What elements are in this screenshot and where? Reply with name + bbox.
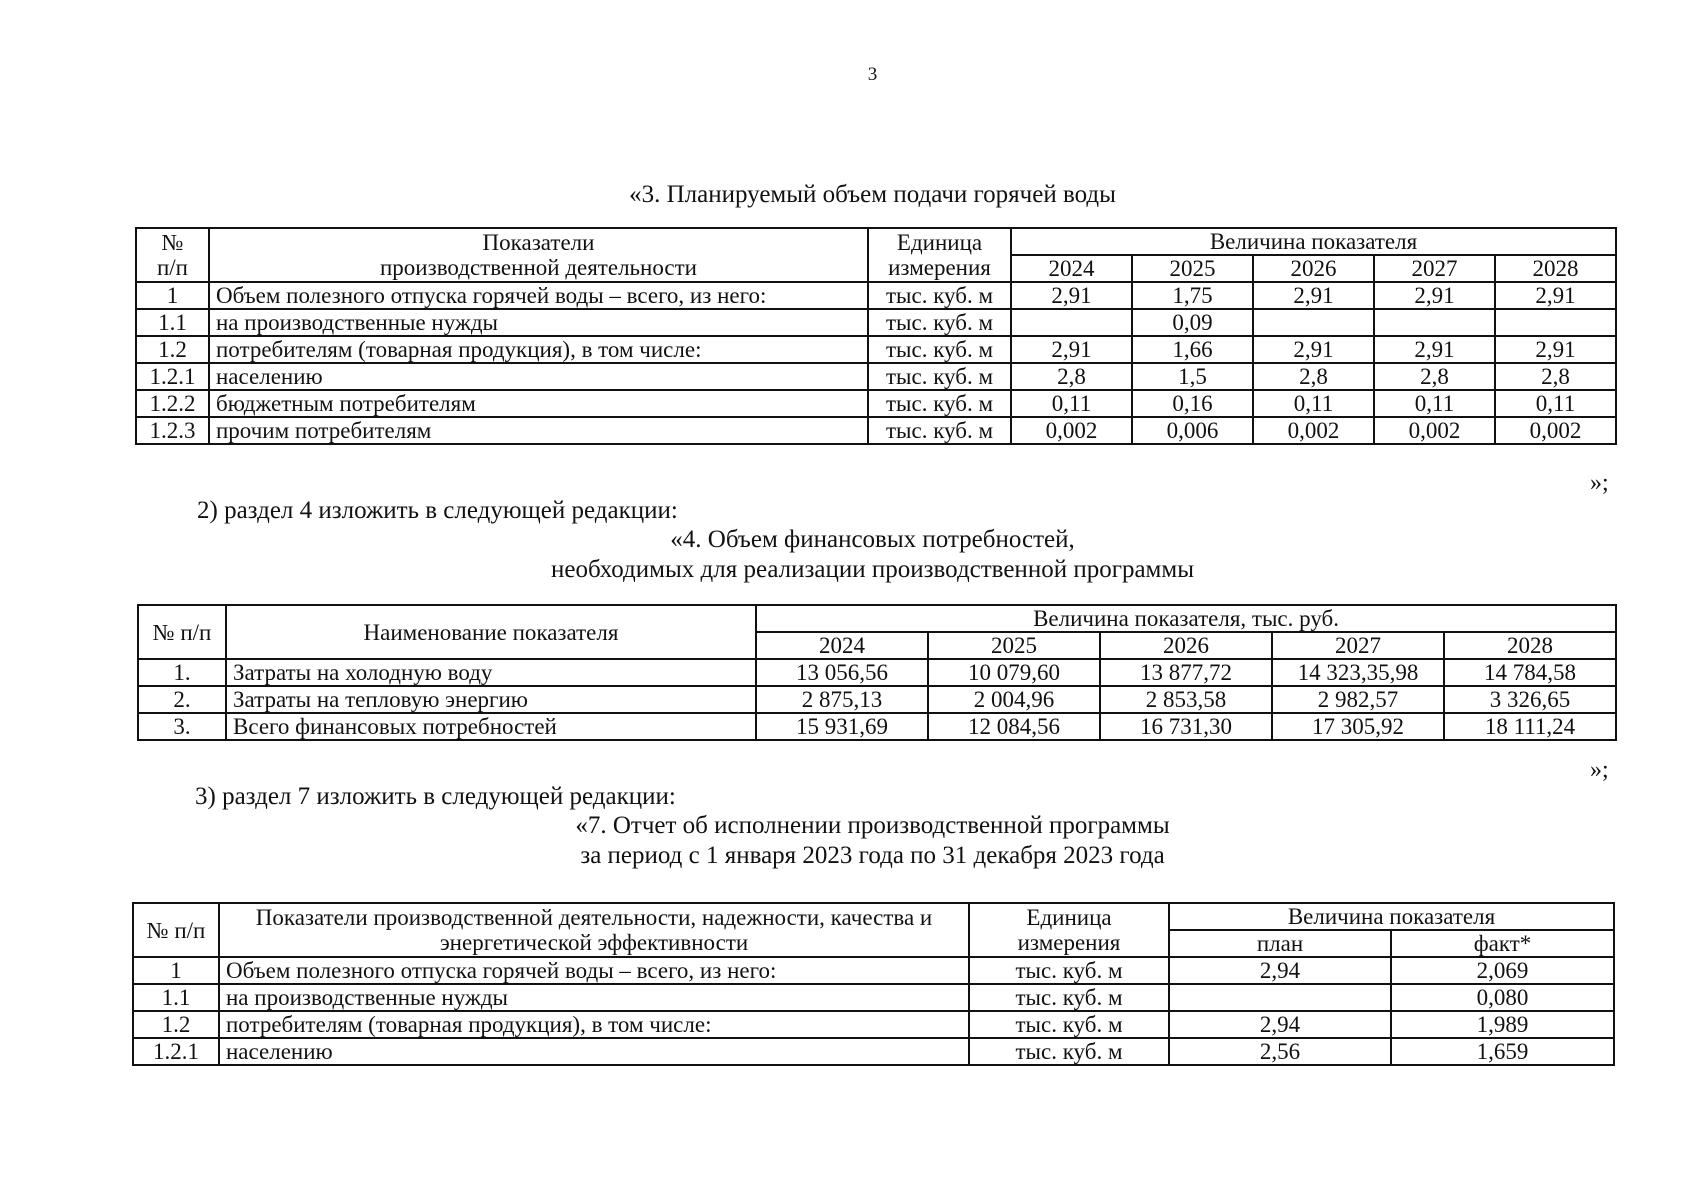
row-value: 2,91 (1374, 336, 1495, 363)
table-row (133, 1011, 1614, 1038)
row-value: 0,16 (1132, 390, 1253, 417)
row-unit: тыс. куб. м (969, 984, 1169, 1011)
row-value: 0,11 (1011, 390, 1132, 417)
table-row (138, 659, 1616, 686)
table-row (133, 957, 1614, 984)
table-row (136, 282, 1616, 309)
row-unit: тыс. куб. м (969, 957, 1169, 984)
header-indicator: Показатели производственной деятельности (209, 228, 868, 282)
row-value: 2,8 (1374, 363, 1495, 390)
row-name: прочим потребителям (209, 417, 868, 444)
row-num: 1.1 (136, 309, 209, 336)
table-row (136, 390, 1616, 417)
row-value: 0,09 (1132, 309, 1253, 336)
row-plan: 2,56 (1169, 1038, 1391, 1065)
header-value: Величина показателя, тыс. руб. (756, 605, 1616, 632)
row-num: 2. (138, 686, 226, 713)
row-value: 3 326,65 (1444, 686, 1616, 713)
row-value: 2 853,58 (1100, 686, 1272, 713)
section4-title-line2: необходимых для реализации производственной программы (550, 556, 1194, 583)
row-fact: 1,989 (1391, 1011, 1614, 1038)
section3-close-quote: »; (1590, 470, 1609, 496)
row-unit: тыс. куб. м (868, 282, 1011, 309)
row-value: 2,8 (1495, 363, 1616, 390)
row-value: 0,002 (1253, 417, 1374, 444)
table-row (136, 417, 1616, 444)
row-value: 2,91 (1253, 336, 1374, 363)
row-value: 2 875,13 (756, 686, 928, 713)
header-year: 2024 (1011, 255, 1132, 282)
section7-title-line1: «7. Отчет об исполнении производственной программы (575, 812, 1170, 839)
header-year: 2025 (928, 632, 1100, 659)
row-value: 0,11 (1374, 390, 1495, 417)
row-name: Объем полезного отпуска горячей воды – всего, из него: (219, 957, 969, 984)
row-fact: 1,659 (1391, 1038, 1614, 1065)
row-unit: тыс. куб. м (868, 336, 1011, 363)
table-row (133, 1038, 1614, 1065)
row-fact: 2,069 (1391, 957, 1614, 984)
row-num: 1.2 (136, 336, 209, 363)
row-name: Затраты на тепловую энергию (226, 686, 756, 713)
row-num: 1 (136, 282, 209, 309)
section4-title-line1: «4. Объем финансовых потребностей, (670, 526, 1075, 553)
row-value: 0,11 (1495, 390, 1616, 417)
section7-table (132, 902, 1615, 1066)
table-row (136, 336, 1616, 363)
row-fact: 0,080 (1391, 984, 1614, 1011)
header-indicator: Показатели производственной деятельности, надежности, качества и энергетической эффективности (219, 903, 969, 957)
header-year: 2025 (1132, 255, 1253, 282)
table-row (136, 363, 1616, 390)
paragraph-2: 2) раздел 4 изложить в следующей редакции: (197, 497, 678, 524)
row-num: 1 (133, 957, 219, 984)
section3-table (135, 227, 1617, 445)
row-value: 15 931,69 (756, 713, 928, 740)
header-num: № п/п (136, 228, 209, 282)
row-value: 2,91 (1011, 336, 1132, 363)
row-value: 13 877,72 (1100, 659, 1272, 686)
row-num: 1.2.2 (136, 390, 209, 417)
header-year: 2026 (1100, 632, 1272, 659)
row-name: Затраты на холодную воду (226, 659, 756, 686)
header-num: № п/п (138, 605, 226, 659)
row-name: населению (209, 363, 868, 390)
row-value: 17 305,92 (1272, 713, 1444, 740)
row-name: на производственные нужды (209, 309, 868, 336)
header-year: 2024 (756, 632, 928, 659)
header-value: Величина показателя (1011, 228, 1616, 255)
row-value: 14 323,35,98 (1272, 659, 1444, 686)
header-num: № п/п (133, 903, 219, 957)
row-unit: тыс. куб. м (868, 417, 1011, 444)
row-unit: тыс. куб. м (969, 1011, 1169, 1038)
section3-title: «3. Планируемый объем подачи горячей воды (629, 181, 1116, 208)
row-name: бюджетным потребителям (209, 390, 868, 417)
header-year: 2028 (1444, 632, 1616, 659)
row-value: 0,006 (1132, 417, 1253, 444)
row-value: 2 982,57 (1272, 686, 1444, 713)
row-value: 0,11 (1253, 390, 1374, 417)
row-plan (1169, 984, 1391, 1011)
row-num: 1.2.1 (136, 363, 209, 390)
row-value: 2,91 (1253, 282, 1374, 309)
row-num: 1.2.3 (136, 417, 209, 444)
page-number: 3 (867, 64, 878, 85)
row-name: Объем полезного отпуска горячей воды – всего, из него: (209, 282, 868, 309)
row-value: 12 084,56 (928, 713, 1100, 740)
row-value (1253, 309, 1374, 336)
table-row (136, 309, 1616, 336)
row-unit: тыс. куб. м (868, 363, 1011, 390)
header-year: 2027 (1374, 255, 1495, 282)
header-unit: Единица измерения (969, 903, 1169, 957)
row-value: 1,75 (1132, 282, 1253, 309)
row-num: 3. (138, 713, 226, 740)
row-value: 13 056,56 (756, 659, 928, 686)
row-value (1011, 309, 1132, 336)
row-name: населению (219, 1038, 969, 1065)
header-year: 2027 (1272, 632, 1444, 659)
row-unit: тыс. куб. м (868, 309, 1011, 336)
row-unit: тыс. куб. м (969, 1038, 1169, 1065)
row-plan: 2,94 (1169, 1011, 1391, 1038)
table-row (138, 686, 1616, 713)
row-num: 1.1 (133, 984, 219, 1011)
header-unit: Единица измерения (868, 228, 1011, 282)
header-fact: факт* (1391, 930, 1614, 957)
row-unit: тыс. куб. м (868, 390, 1011, 417)
row-name: на производственные нужды (219, 984, 969, 1011)
row-value: 2,8 (1253, 363, 1374, 390)
row-num: 1.2.1 (133, 1038, 219, 1065)
row-value (1374, 309, 1495, 336)
row-value: 14 784,58 (1444, 659, 1616, 686)
row-value: 0,002 (1374, 417, 1495, 444)
row-value: 2,91 (1374, 282, 1495, 309)
row-value (1495, 309, 1616, 336)
row-value: 18 111,24 (1444, 713, 1616, 740)
section4-table (137, 604, 1617, 741)
header-plan: план (1169, 930, 1391, 957)
row-value: 1,5 (1132, 363, 1253, 390)
row-num: 1. (138, 659, 226, 686)
section4-close-quote: »; (1590, 757, 1609, 783)
paragraph-3: 3) раздел 7 изложить в следующей редакции: (195, 783, 676, 810)
row-value: 10 079,60 (928, 659, 1100, 686)
section7-title-line2: за период с 1 января 2023 года по 31 декабря 2023 года (580, 842, 1165, 869)
row-value: 1,66 (1132, 336, 1253, 363)
header-year: 2028 (1495, 255, 1616, 282)
row-num: 1.2 (133, 1011, 219, 1038)
table-row (138, 713, 1616, 740)
row-value: 2,91 (1495, 282, 1616, 309)
row-name: Всего финансовых потребностей (226, 713, 756, 740)
row-name: потребителям (товарная продукция), в том числе: (219, 1011, 969, 1038)
row-value: 2,91 (1495, 336, 1616, 363)
row-value: 2,8 (1011, 363, 1132, 390)
row-value: 0,002 (1011, 417, 1132, 444)
row-name: потребителям (товарная продукция), в том числе: (209, 336, 868, 363)
header-year: 2026 (1253, 255, 1374, 282)
row-value: 2,91 (1011, 282, 1132, 309)
row-value: 2 004,96 (928, 686, 1100, 713)
table-row (133, 984, 1614, 1011)
row-plan: 2,94 (1169, 957, 1391, 984)
header-name: Наименование показателя (226, 605, 756, 659)
header-value: Величина показателя (1169, 903, 1614, 930)
row-value: 0,002 (1495, 417, 1616, 444)
row-value: 16 731,30 (1100, 713, 1272, 740)
